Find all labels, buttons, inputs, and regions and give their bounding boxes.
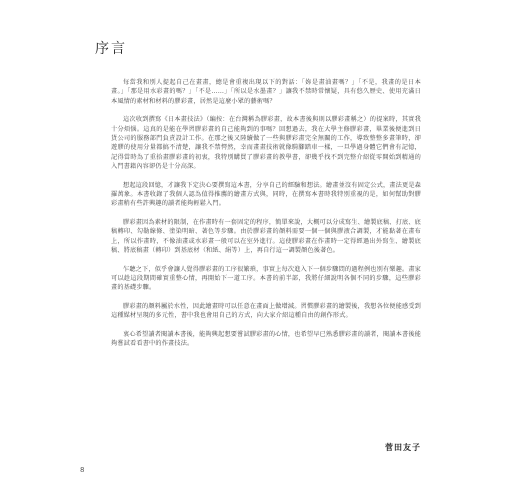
preface-body <box>111 78 421 357</box>
paragraph: 乍聽之下，似乎會讓人覺得膠彩畫的工序很繁瑣，事實上每次進入下一個步驟問的過程例也別有樂趣。畫家可以趁這段期間確實重整心情，再開始下一道工序。本書的前半部，我將仔細說明各個不同的步驟，這些膠彩畫的基礎步驟。 <box>111 265 421 292</box>
paragraph: 想起這段回憶，才讓我下定決心要撰寫這本書，分享自己的經驗和想法。繪畫並沒有固定公式，畫法更是森羅萬象。本書收錄了我個人認為值得推薦的繪畫方式與，同時，在撰寫本書時我特別重視的是，如何幫助對膠彩畫稍有些許興趣的讀者能夠輕鬆入門。 <box>111 181 421 208</box>
paragraph: 衷心希望讀者閱讀本書後，能夠興起想要嘗試膠彩畫的心情，也希望早已熟悉膠彩畫的讀者，閱讀本書後能夠嘗試看看書中的作畫技法。 <box>111 330 421 347</box>
paragraph: 膠彩畫因為素材的限制，在作畫時有一套固定的程序，簡單來說，大概可以分成寫生、繪製底稿、打底、底稿轉印、勾勒線條、塗染明暗、著色等步驟。由於膠彩畫的顏料需要一個一個與膠液合調製，才能黏著在畫布上，所以作畫時，不像油畫或水彩畫一般可以在室外進行。這使膠彩畫在作畫時一定得經過出外寫生、繪製底稿、將底稿畫（轉印）到基底材（和紙、絹等）上，再自行這一調製顏色後著色。 <box>111 218 421 255</box>
page-title: 序言 <box>95 41 127 57</box>
author-signature: 菅田友子 <box>385 443 421 452</box>
paragraph: 這次收到撰寫《日本畫技法》（編按：在台灣稱為膠彩畫，故本書後與則以膠彩畫稱之）的提案時，其實我十分煩惱。這真的是能在學習膠彩畫的自己能夠到的事嗎？回想過去，我在大學主修膠彩畫，畢業後便進到日貨公司的服務部門負責設計工作。在那之後又陸續做了一些與膠彩畫完全無關的工作，導致整整多畫筆時，卻遊膠的使用分量都搞不清楚，讓我不禁愕然，幸而畫畫技術就像騎腳踏車一樣，一旦學過身體它們會有記憶，記得當時為了重拾畫膠彩畫的初衷，我特別購買了膠彩畫的教學書，卻幾乎找不到完整介紹從零開始到精通的入門書籍內容卻仍是十分高深。 <box>111 116 421 171</box>
paragraph: 每當我和別人提起自己在畫畫，總是會重複出現以下的對話：「妳是畫油畫嗎？」「不是，我畫的是日本畫。」「那是用水彩畫的嗎？」「不是……」「所以是水墨畫？」讓我不禁時常懷疑，具有悠久歷史、使用充滿日本風情的素材和材料的膠彩畫，居然是這麼小眾的藝術嗎？ <box>111 79 421 105</box>
paragraph: 膠彩畫的顏料屬於水性，因此繪畫時可以任意在畫面上做增減。習慣膠彩畫的繪製後，我想各位便能感受到這種媒材呈現的多元性，書中我也會用自己的方式，向大家介紹這種自由的創作形式。 <box>111 302 421 320</box>
page-number: 8 <box>80 466 85 474</box>
